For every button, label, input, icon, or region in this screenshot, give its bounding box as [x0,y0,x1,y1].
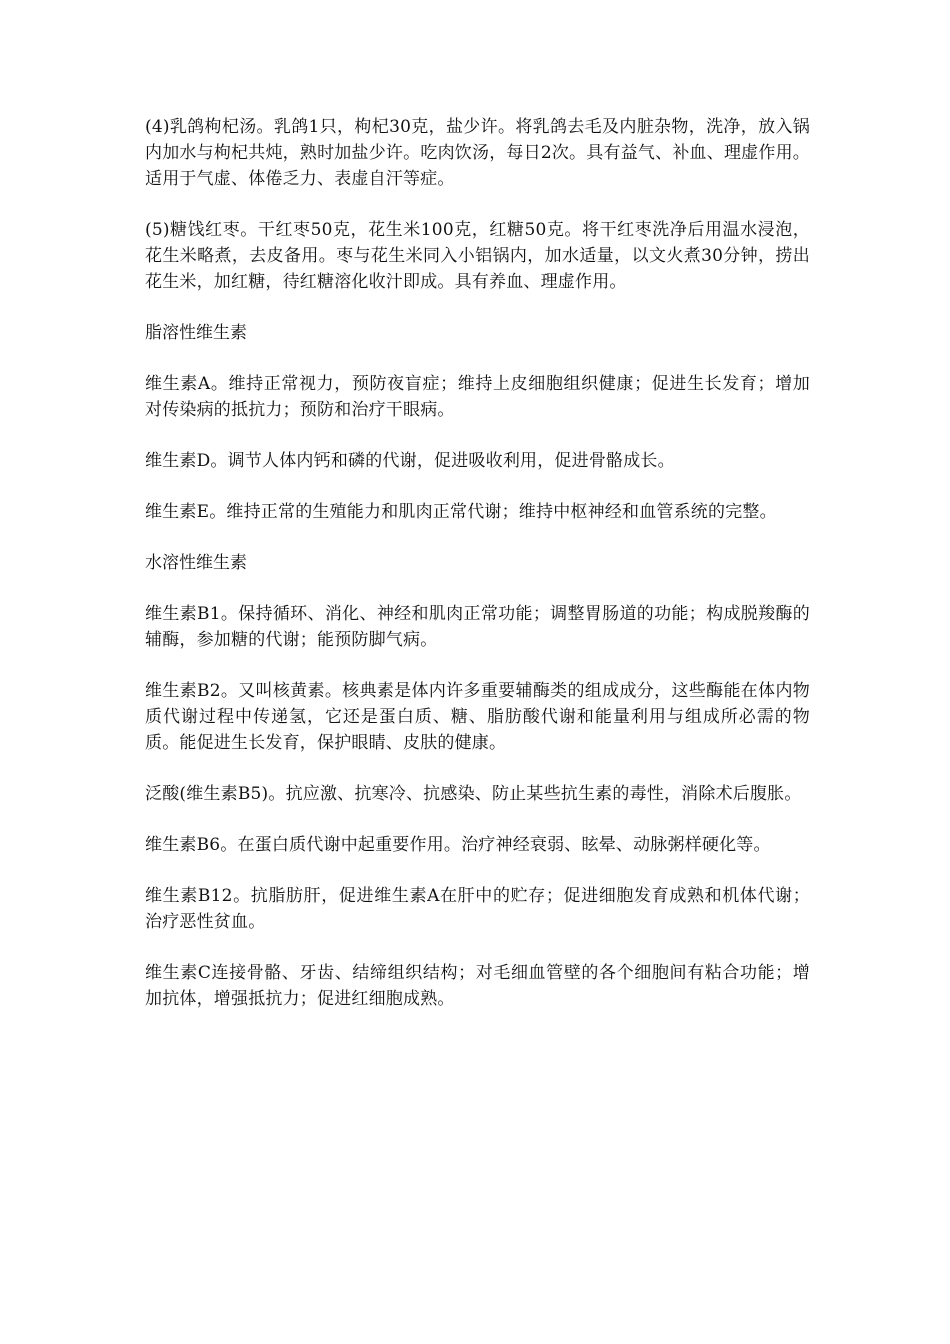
vitamin-b6-paragraph: 维生素B6。在蛋白质代谢中起重要作用。治疗神经衰弱、眩晕、动脉粥样硬化等。 [145,835,771,855]
pantothenic-acid-paragraph: 泛酸(维生素B5)。抗应激、抗寒冷、抗感染、防止某些抗生素的毒性，消除术后腹胀。 [145,784,802,804]
vitamin-b2-paragraph: 维生素B2。又叫核黄素。核典素是体内许多重要辅酶类的组成成分，这些酶能在体内物质代谢过程中传递氢，它还是蛋白质、糖、脂肪酸代谢和能量利用与组成所必需的物质。能促进生长发育，保护眼睛、皮肤的健康。 [145,681,810,753]
recipe-pigeon-wolfberry-soup: (4)乳鸽枸杞汤。乳鸽1只，枸杞30克，盐少许。将乳鸽去毛及内脏杂物，洗净，放入锅内加水与枸杞共炖，熟时加盐少许。吃肉饮汤，每日2次。具有益气、补血、理虚作用。适用于气虚、体倦乏力、表虚自汗等症。 [145,117,810,189]
recipe-candied-red-dates: (5)糖饯红枣。干红枣50克，花生米100克，红糖50克。将干红枣洗净后用温水浸泡，花生米略煮，去皮备用。枣与花生米同入小铝锅内，加水适量，以文火煮30分钟，捞出花生米，加红糖，待红糖溶化收汁即成。具有养血、理虚作用。 [145,220,810,292]
section-heading-fat-soluble: 脂溶性维生素 [145,323,247,343]
vitamin-b1-paragraph: 维生素B1。保持循环、消化、神经和肌肉正常功能；调整胃肠道的功能；构成脱羧酶的辅酶，参加糖的代谢；能预防脚气病。 [145,604,810,650]
vitamin-d-paragraph: 维生素D。调节人体内钙和磷的代谢，促进吸收利用，促进骨骼成长。 [145,451,675,471]
vitamin-c-paragraph: 维生素C连接骨骼、牙齿、结缔组织结构；对毛细血管壁的各个细胞间有粘合功能；增加抗体，增强抵抗力；促进红细胞成熟。 [145,963,810,1009]
section-heading-water-soluble: 水溶性维生素 [145,553,247,573]
document-page [145,114,810,1037]
vitamin-e-paragraph: 维生素E。维持正常的生殖能力和肌肉正常代谢；维持中枢神经和血管系统的完整。 [145,502,777,522]
vitamin-a-paragraph: 维生素A。维持正常视力，预防夜盲症；维持上皮细胞组织健康；促进生长发育；增加对传染病的抵抗力；预防和治疗干眼病。 [145,374,810,420]
vitamin-b12-paragraph: 维生素B12。抗脂肪肝，促进维生素A在肝中的贮存；促进细胞发育成熟和机体代谢；治疗恶性贫血。 [145,886,810,932]
